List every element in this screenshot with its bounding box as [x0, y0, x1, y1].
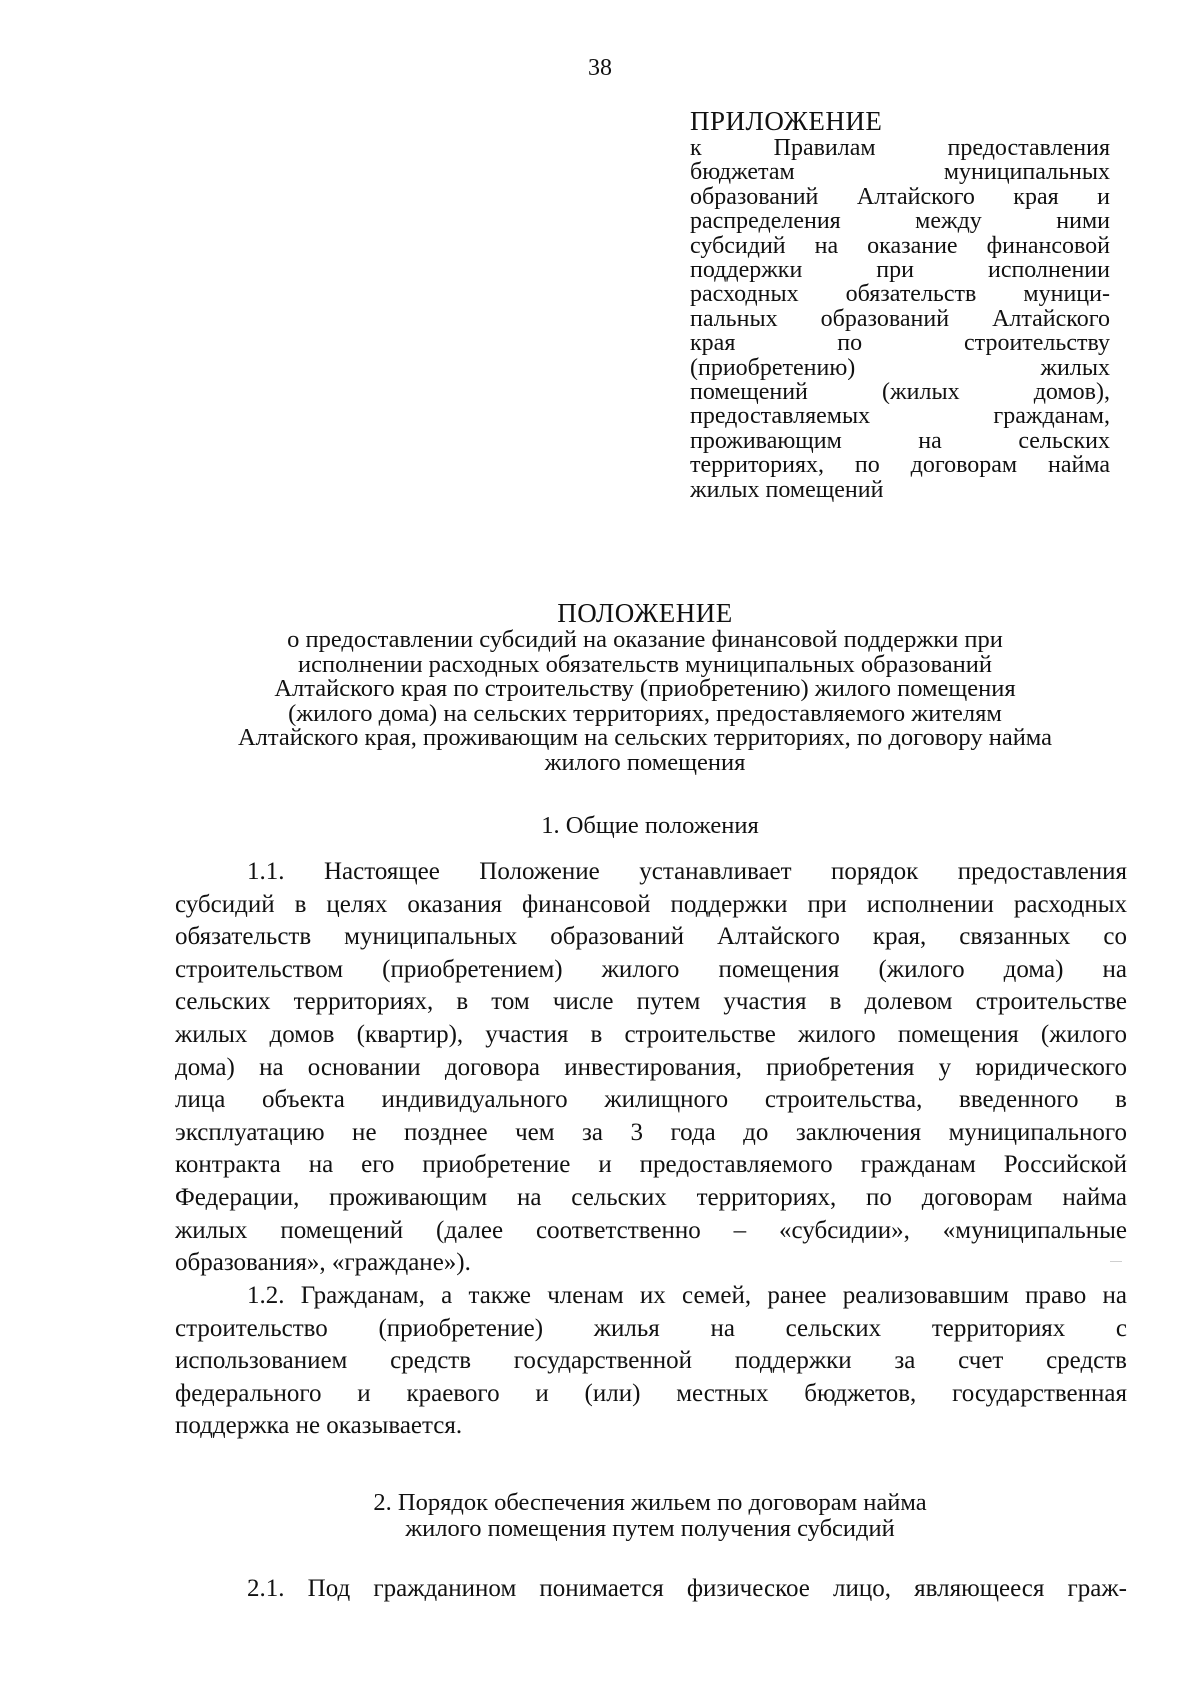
appendix-line: образований Алтайского края и — [690, 184, 1110, 210]
paragraph-2-1 — [175, 1573, 1127, 1606]
paragraph-line: использованием средств государственной поддержки за счет средств — [175, 1347, 1127, 1375]
paragraph-1-1 — [175, 856, 1127, 1280]
paragraph-line: федерального и краевого и (или) местных бюджетов, государственная — [175, 1379, 1127, 1407]
appendix-line: жилых помещений — [690, 477, 884, 503]
paragraph-line: обязательств муниципальных образований Алтайского края, связанных со — [175, 923, 1127, 951]
regulation-heading — [165, 598, 1125, 776]
paragraph-line: эксплуатацию не позднее чем за 3 года до заключения муниципального — [175, 1118, 1127, 1146]
appendix-line: расходных обязательств муници- — [690, 282, 1110, 307]
paragraph-line: 2.1. Под гражданином понимается физическое лицо, являющееся граж- — [247, 1575, 1127, 1602]
paragraph-line: 1.2. Гражданам, а также членам их семей, ранее реализовавшим право на — [247, 1282, 1127, 1309]
appendix-line: территориях, по договорам найма — [690, 453, 1110, 478]
paragraph-line: образования», «граждане»). — [175, 1249, 471, 1277]
appendix-title: ПРИЛОЖЕНИЕ — [690, 106, 883, 136]
scan-artifact — [1110, 1261, 1122, 1262]
appendix-line: поддержки при исполнении — [690, 258, 1110, 283]
section-2-heading-line: жилого помещения путем получения субсидий — [405, 1515, 895, 1542]
appendix-line: субсидий на оказание финансовой — [690, 233, 1110, 259]
paragraph-line: дома) на основании договора инвестирования, приобретения у юридического — [175, 1053, 1127, 1081]
paragraph-line: Федерации, проживающим на сельских территориях, по договорам найма — [175, 1183, 1127, 1211]
paragraph-line: жилых домов (квартир), участия в строительстве жилого помещения (жилого — [175, 1020, 1127, 1048]
appendix-line: помещений (жилых домов), — [690, 380, 1110, 405]
appendix-line: пальных образований Алтайского — [690, 306, 1110, 332]
regulation-subtitle-line: Алтайского края по строительству (приобретению) жилого помещения — [274, 675, 1016, 703]
regulation-subtitle-line: исполнении расходных обязательств муниципальных образований — [297, 650, 992, 678]
paragraph-line: сельских территориях, в том числе путем участия в долевом строительстве — [175, 988, 1127, 1016]
paragraph-1-2 — [175, 1280, 1127, 1443]
paragraph-line: контракта на его приобретение и предоставляемого гражданам Российской — [175, 1151, 1127, 1179]
paragraph-line: 1.1. Настоящее Положение устанавливает порядок предоставления — [247, 858, 1127, 885]
regulation-title: ПОЛОЖЕНИЕ — [557, 598, 733, 628]
section-2-heading-line: 2. Порядок обеспечения жильем по договорам найма — [373, 1489, 927, 1516]
appendix-line: к Правилам предоставления — [690, 136, 1110, 161]
appendix-line: предоставляемых гражданам, — [690, 404, 1110, 429]
regulation-subtitle-line: Алтайского края, проживающим на сельских территориях, по договору найма — [237, 724, 1053, 752]
paragraph-line: лица объекта индивидуального жилищного строительства, введенного в — [175, 1086, 1127, 1114]
page-number: 38 — [588, 55, 612, 81]
appendix-line: распределения между ними — [690, 209, 1110, 234]
regulation-subtitle-line: о предоставлении субсидий на оказание финансовой поддержки при — [287, 626, 1003, 653]
paragraph-line: поддержка не оказывается. — [175, 1412, 463, 1440]
appendix-line: края по строительству — [690, 331, 1110, 356]
regulation-subtitle-line: (жилого дома) на сельских территориях, предоставляемого жителям — [288, 699, 1002, 727]
appendix-line: бюджетам муниципальных — [690, 160, 1110, 185]
section-2-heading — [175, 1490, 1125, 1542]
regulation-subtitle-line: жилого помещения — [544, 748, 746, 776]
appendix-block — [690, 106, 1110, 502]
appendix-line: (приобретению) жилых — [690, 355, 1110, 381]
section-1-heading: 1. Общие положения — [541, 812, 759, 839]
appendix-line: проживающим на сельских — [690, 428, 1110, 454]
paragraph-line: субсидий в целях оказания финансовой поддержки при исполнении расходных — [175, 890, 1127, 918]
paragraph-line: строительством (приобретением) жилого помещения (жилого дома) на — [175, 955, 1127, 983]
paragraph-line: жилых помещений (далее соответственно – «субсидии», «муниципальные — [175, 1216, 1127, 1244]
paragraph-line: строительство (приобретение) жилья на сельских территориях с — [175, 1314, 1127, 1342]
